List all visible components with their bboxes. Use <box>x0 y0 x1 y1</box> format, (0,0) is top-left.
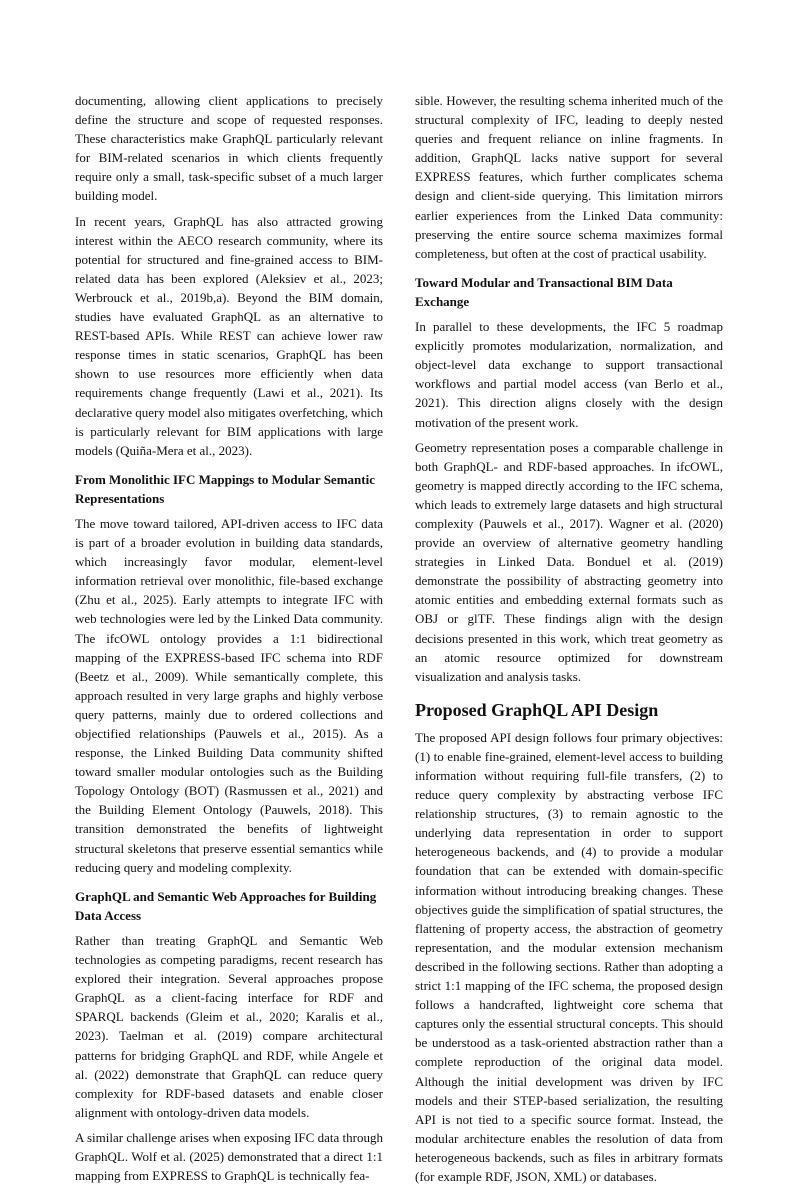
subsection-heading: From Monolithic IFC Mappings to Modular Semantic Representations <box>75 471 375 506</box>
paragraph: A similar challenge arises when exposing IFC data through GraphQL. Wolf et al. (2025) demonstrated that a direct 1:1 mapping from EXPRESS to GraphQL is technically fea- <box>75 1129 383 1184</box>
paragraph: Rather than treating GraphQL and Semantic Web technologies as competing paradigms, recent research has explored their integration. Several approaches propose GraphQL as a client-facing interface for RDF and SPARQL backends (Gleim et al., 2020; Karalis et al., 2023). Taelman et al. (2019) compare architectural patterns for bridging GraphQL and RDF, while Angele et al. (2022) demonstrate that GraphQL can reduce query complexity for RDF-based datasets and enable closer alignment with ontology-driven data models. <box>75 932 383 1120</box>
subsection-heading: Toward Modular and Transactional BIM Data Exchange <box>415 274 673 309</box>
section-title: Proposed GraphQL API Design <box>415 699 659 720</box>
paragraph: In recent years, GraphQL has also attracted growing interest within the AECO research community, where its potential for structured and fine-grained access to BIM-related data has been explored (Aleksiev et al., 2023; Werbrouck et al., 2019b,a). Beyond the BIM domain, studies have evaluated GraphQL as an alternative to REST-based APIs. While REST can achieve lower raw response times in static scenarios, GraphQL has been shown to use resources more efficiently when data requirements change frequently (Lawi et al., 2021). Its declarative query model also mitigates overfetching, which is particularly relevant for BIM applications with large models (Quiña-Mera et al., 2023). <box>75 213 383 458</box>
paragraph: The proposed API design follows four primary objectives: (1) to enable fine-grained, element-level access to building information without requiring full-file transfers, (2) to reduce query complexity by abstracting verbose IFC relationship structures, (3) to remain agnostic to the underlying data representation in order to support heterogeneous backends, and (4) to provide a modular foundation that can be extended with domain-specific information without introducing breaking changes. These objectives guide the simplification of spatial structures, the flattening of property access, the abstraction of geometry representation, and the modular extension mechanism described in the following sections. Rather than adopting a strict 1:1 mapping of the IFC schema, the proposed design follows a handcrafted, lightweight core schema that captures only the essential structural concepts. This should be understood as a task-oriented abstraction rather than a complete reproduction of the original data model. Although the initial development was driven by IFC models and their STEP-based serialization, the resulting API is not tied to a specific source format. Instead, the modular architecture enables the resolution of data from heterogeneous backends, such as files in arbitrary formats (for example RDF, JSON, XML) or databases. <box>415 729 723 1184</box>
paragraph: The move toward tailored, API-driven access to IFC data is part of a broader evolution in building data standards, which increasingly favor modular, element-level information retrieval over monolithic, file-based exchange (Zhu et al., 2025). Early attempts to integrate IFC with web technologies were led by the Linked Data community. The ifcOWL ontology provides a 1:1 bidirectional mapping of the EXPRESS-based IFC schema into RDF (Beetz et al., 2009). While semantically complete, this approach resulted in very large graphs and highly verbose query patterns, mainly due to ordered collections and objectified relationships (Pauwels et al., 2015). As a response, the Linked Building Data community shifted toward smaller modular ontologies such as the Building Topology Ontology (BOT) (Rasmussen et al., 2021) and the Building Element Ontology (Pauwels, 2018). This transition demonstrated the benefits of lightweight structural skeletons that preserve essential semantics while reducing query and modeling complexity. <box>75 515 383 875</box>
left-column <box>75 91 383 1191</box>
paragraph: In parallel to these developments, the IFC 5 roadmap explicitly promotes modularization, normalization, and object-level data exchange to support transactional workflows and partial model access (van Berlo et al., 2021). This direction aligns closely with the design motivation of the present work. <box>415 319 723 430</box>
right-column <box>415 91 723 1192</box>
paragraph: sible. However, the resulting schema inherited much of the structural complexity of IFC, leading to deeply nested queries and frequent reliance on inline fragments. In addition, GraphQL lacks native support for several EXPRESS features, which further complicates schema design and client-side querying. This limitation mirrors earlier experiences from the Linked Data community: preserving the entire source schema maximizes formal completeness, but often at the cost of practical usability. <box>415 93 723 261</box>
subsection-heading: GraphQL and Semantic Web Approaches for Building Data Access <box>75 888 377 923</box>
paragraph: Geometry representation poses a comparable challenge in both GraphQL- and RDF-based approaches. In ifcOWL, geometry is mapped directly according to the IFC schema, which leads to extremely large datasets and high structural complexity (Pauwels et al., 2017). Wagner et al. (2020) provide an overview of alternative geometry handling strategies in Linked Data. Bonduel et al. (2019) demonstrate the possibility of abstracting geometry into atomic entities and embedding external formats such as OBJ or glTF. These findings align with the design decisions presented in this work, which treat geometry as an atomic resource optimized for downstream visualization and analysis tasks. <box>415 439 723 684</box>
paragraph: documenting, allowing client applications to precisely define the structure and scope of requested responses. These characteristics make GraphQL particularly relevant for BIM-related scenarios in which clients frequently require only a small, task-specific subset of a much larger building model. <box>75 93 383 204</box>
